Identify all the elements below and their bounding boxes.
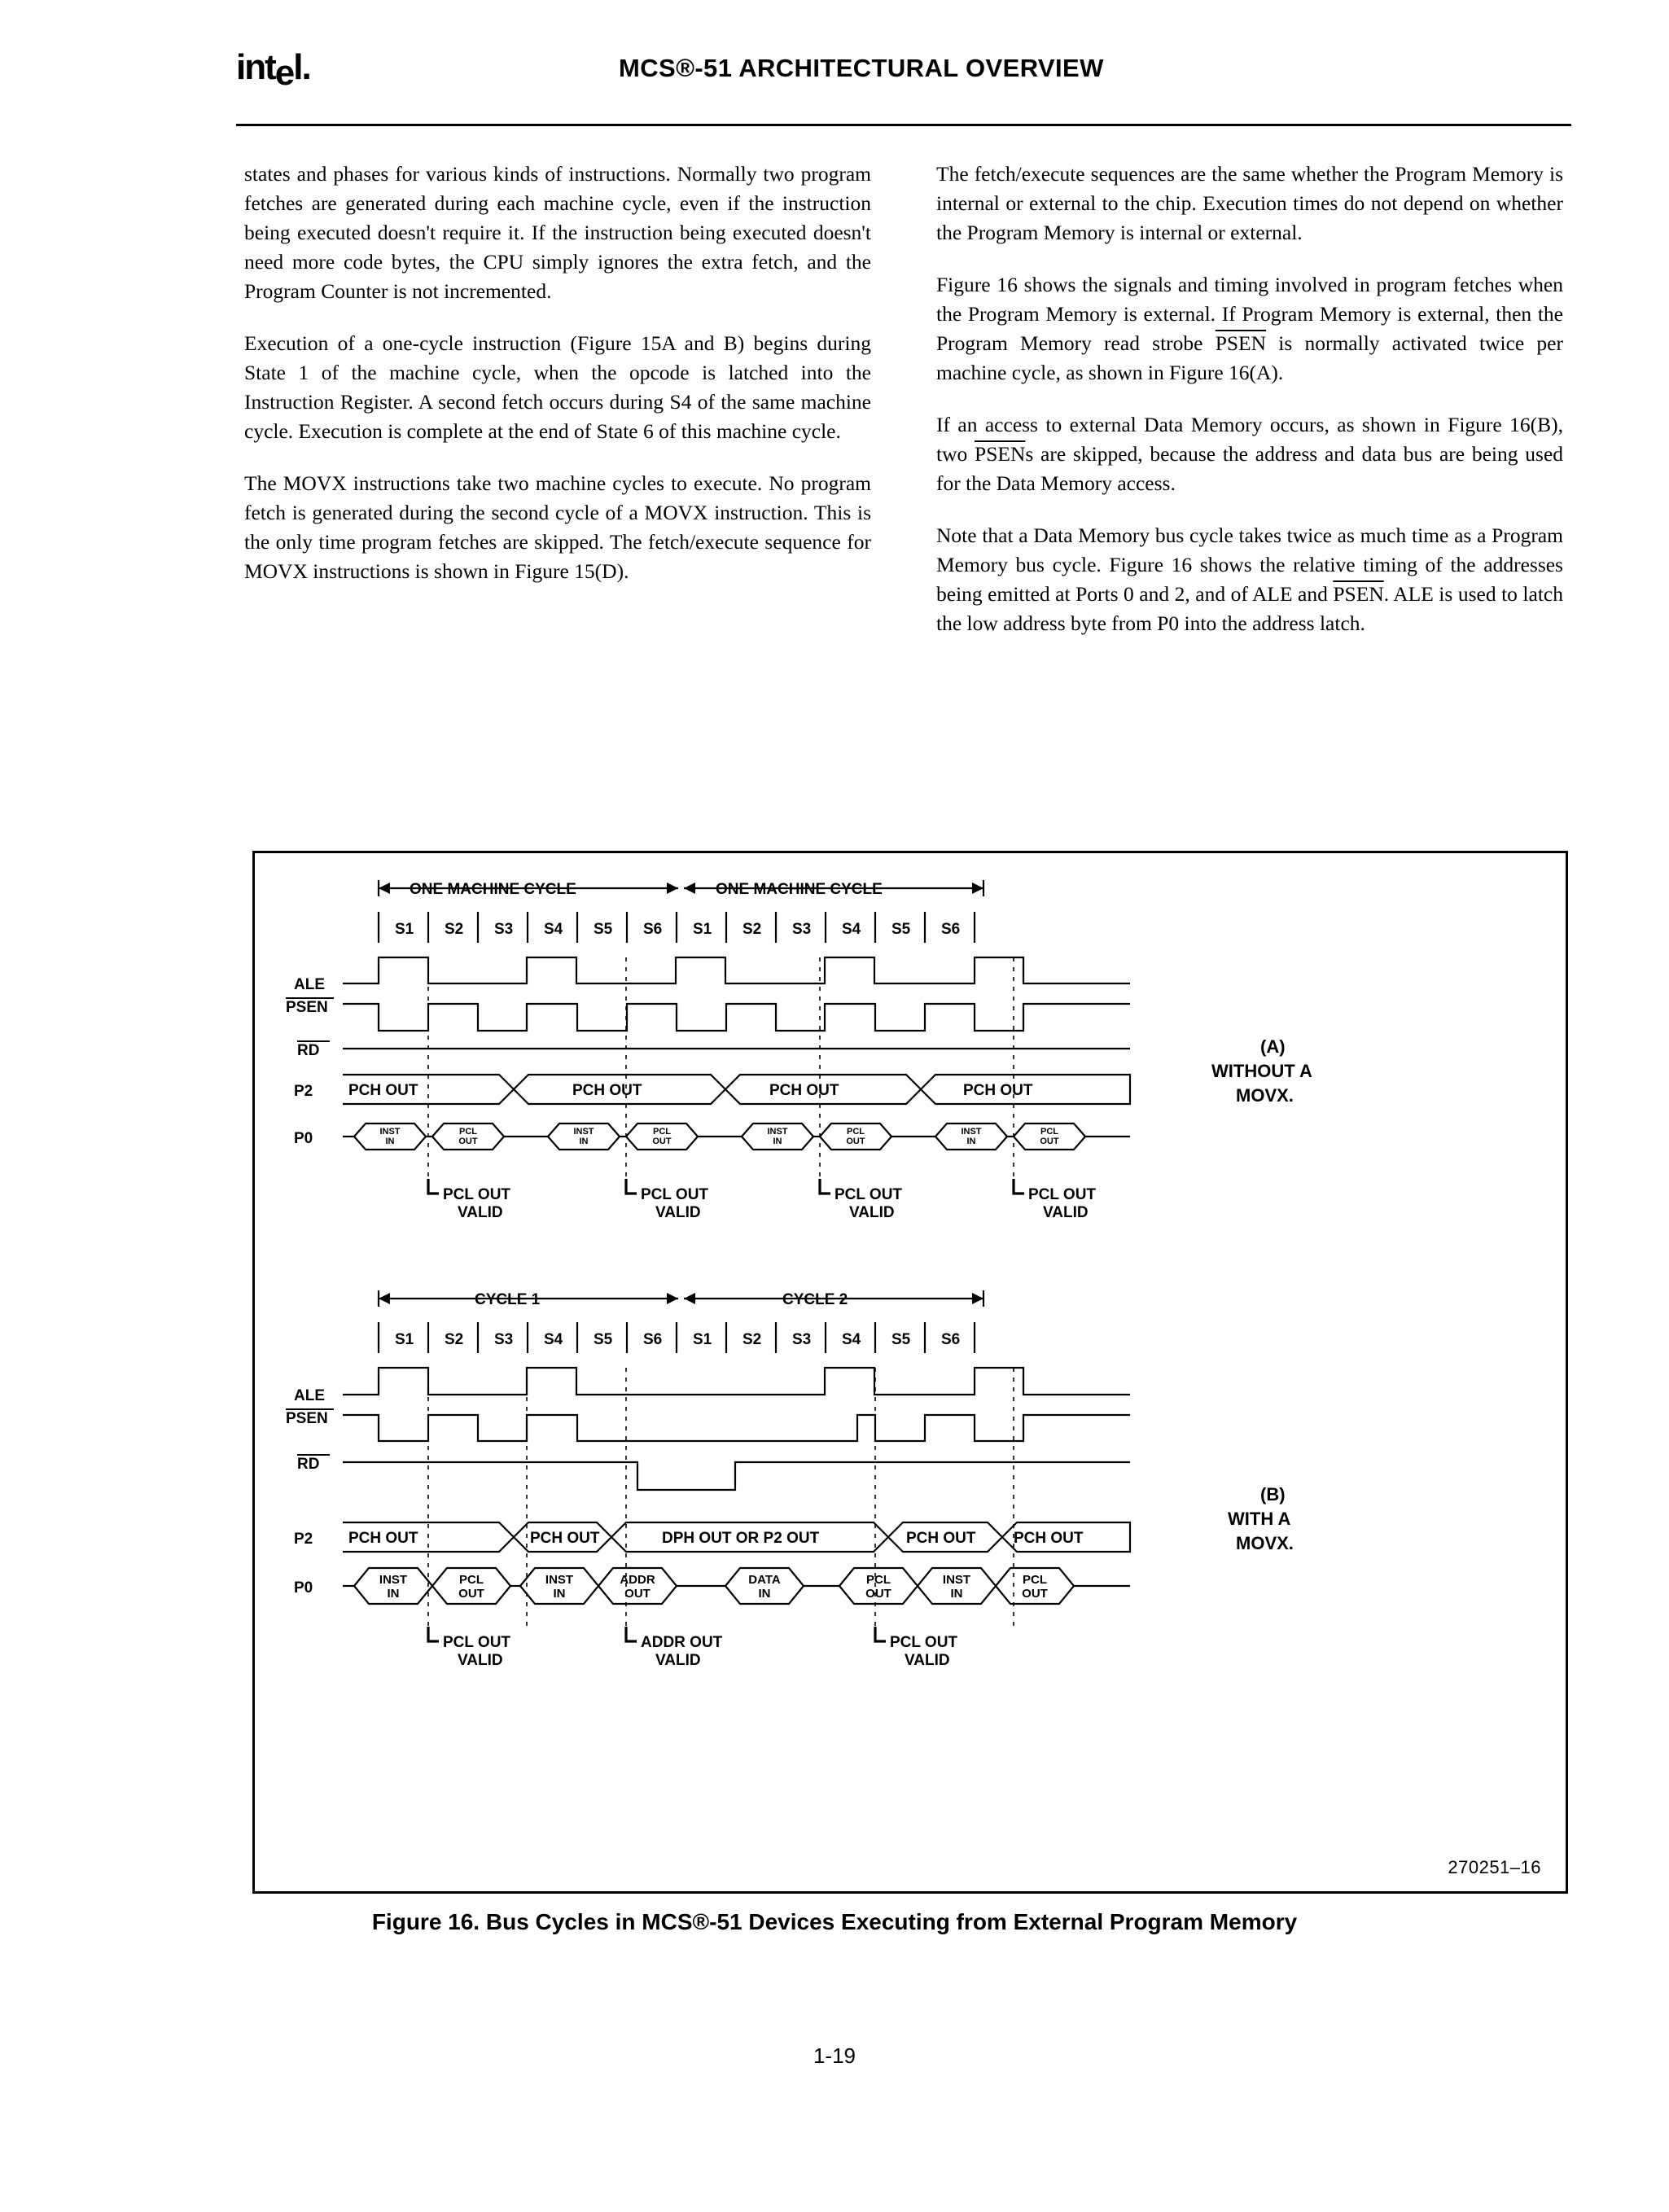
p2-value: DPH OUT OR P2 OUT <box>662 1530 820 1547</box>
state-label: S2 <box>743 1331 762 1348</box>
case-label-a: WITHOUT A <box>1211 1061 1312 1081</box>
annotation: VALID <box>655 1204 701 1221</box>
paragraph: Note that a Data Memory bus cycle takes twice as much time as a Program Memory bus cycle. Figure 16 shows the relative timing of the addresses being emitted at Ports 0 and 2, and of ALE and PSEN. ALE is used to latch the low address byte from P0 into the address latch. <box>936 523 1563 635</box>
p0-value: INST <box>767 1127 788 1137</box>
signal-label-psen: PSEN <box>286 1410 328 1427</box>
p2-value: PCH OUT <box>769 1082 839 1099</box>
signal-label-psen: PSEN <box>286 999 328 1016</box>
annotation: VALID <box>1043 1204 1089 1221</box>
annotation: VALID <box>458 1204 503 1221</box>
annotation: PCL OUT <box>1028 1186 1097 1203</box>
p0-value: OUT <box>652 1137 672 1146</box>
p2-value: PCH OUT <box>906 1530 976 1547</box>
case-label-a: (A) <box>1260 1036 1286 1057</box>
state-label: S5 <box>891 1331 911 1348</box>
annotation: VALID <box>655 1652 701 1669</box>
figure-doc-number: 270251–16 <box>1448 1857 1541 1877</box>
p0-value: IN <box>966 1137 976 1146</box>
state-label: S2 <box>445 921 464 938</box>
state-label: S4 <box>544 921 563 938</box>
annotation: VALID <box>849 1204 895 1221</box>
paragraph: The fetch/execute sequences are the same whether the Program Memory is internal or external to the chip. Execution times do not depend on whether the Program Memory is internal or external. <box>936 162 1563 244</box>
p0-value: OUT <box>1040 1137 1059 1146</box>
p0-value: OUT <box>1022 1587 1048 1601</box>
paragraph: states and phases for various kinds of instructions. Normally two program fetches are generated during each machine cycle, even if the instruction being executed doesn't require it. If the instruction being executed doesn't need more code bytes, the CPU simply ignores the extra fetch, and the Program Counter is not incremented. <box>244 162 871 303</box>
annotation: PCL OUT <box>443 1634 511 1651</box>
state-label: S3 <box>494 1331 514 1348</box>
annotation: VALID <box>458 1652 503 1669</box>
p2-value: PCH OUT <box>1014 1530 1084 1547</box>
p0-value: OUT <box>624 1587 651 1601</box>
signal-label-p2: P2 <box>294 1531 313 1548</box>
annotation: PCL OUT <box>641 1186 709 1203</box>
state-label: S3 <box>792 1331 812 1348</box>
state-label: S5 <box>594 921 613 938</box>
state-label: S1 <box>395 1331 414 1348</box>
annotation: PCL OUT <box>443 1186 511 1203</box>
paragraph: Execution of a one-cycle instruction (Figure 15A and B) begins during State 1 of the machine cycle, when the opcode is latched into the Instruction Register. A second fetch occurs during S4 of the same machine cycle. Execution is complete at the end of State 6 of this machine cycle. <box>244 331 871 443</box>
header-title: MCS®-51 ARCHITECTURAL OVERVIEW <box>619 54 1104 82</box>
signal-label-rd: RD <box>297 1042 320 1059</box>
state-label: S1 <box>693 921 712 938</box>
left-text-column <box>244 160 871 609</box>
paragraph: If an access to external Data Memory occurs, as shown in Figure 16(B), two PSENs are skipped, because the address and data bus are being used for the Data Memory access. <box>936 413 1564 495</box>
p2-value: PCH OUT <box>530 1530 600 1547</box>
case-label-b: MOVX. <box>1236 1533 1294 1553</box>
signal-label-ale: ALE <box>294 976 325 993</box>
p0-value: IN <box>950 1587 963 1601</box>
p0-value: PCL <box>653 1127 671 1137</box>
state-label: S4 <box>544 1331 563 1348</box>
p0-value: INST <box>573 1127 594 1137</box>
p0-value: INST <box>545 1573 574 1587</box>
p0-value: ADDR <box>620 1573 655 1587</box>
page-number: 1-19 <box>813 2043 856 2068</box>
annotation: ADDR OUT <box>641 1634 723 1651</box>
case-label-b: WITH A <box>1228 1509 1291 1529</box>
state-label: S6 <box>643 1331 663 1348</box>
paragraph: Figure 16 shows the signals and timing involved in program fetches when the Program Memory is external. If Program Memory is external, then the Program Memory read strobe PSEN is normally activated twice per machine cycle, as shown in Figure 16(A). <box>936 273 1563 384</box>
state-label: S5 <box>891 921 911 938</box>
p0-value: OUT <box>846 1137 865 1146</box>
page-header <box>236 39 1571 112</box>
case-label-b: (B) <box>1260 1484 1286 1505</box>
case-label-a: MOVX. <box>1236 1085 1294 1106</box>
p0-value: INST <box>942 1573 971 1587</box>
header-divider <box>236 124 1571 126</box>
cycle-label-b1: CYCLE 1 <box>475 1291 541 1308</box>
cycle-label-a2: ONE MACHINE CYCLE <box>716 881 883 898</box>
annotation: VALID <box>905 1652 950 1669</box>
state-label: S4 <box>842 1331 861 1348</box>
p2-value: PCH OUT <box>963 1082 1033 1099</box>
p0-value: PCL <box>1023 1573 1047 1587</box>
p2-value: PCH OUT <box>348 1082 418 1099</box>
figure-caption: Figure 16. Bus Cycles in MCS®-51 Devices Executing from External Program Memory <box>371 1909 1298 1934</box>
state-label: S1 <box>693 1331 712 1348</box>
state-label: S2 <box>743 921 762 938</box>
figure-16-box <box>252 851 1568 1894</box>
annotation: PCL OUT <box>890 1634 958 1651</box>
p0-value: IN <box>387 1587 400 1601</box>
right-text-column <box>936 160 1563 661</box>
state-label: S2 <box>445 1331 464 1348</box>
p0-value: INST <box>379 1127 401 1137</box>
p0-value: OUT <box>865 1587 891 1601</box>
state-label: S6 <box>941 1331 961 1348</box>
state-label: S4 <box>842 921 861 938</box>
p0-value: PCL <box>847 1127 865 1137</box>
signal-label-p2: P2 <box>294 1083 313 1100</box>
p0-value: IN <box>758 1587 771 1601</box>
state-label: S3 <box>792 921 812 938</box>
intel-logo: intel. <box>236 47 310 93</box>
state-label: S6 <box>643 921 663 938</box>
p0-value: INST <box>961 1127 982 1137</box>
signal-label-p0: P0 <box>294 1579 313 1597</box>
annotation: PCL OUT <box>834 1186 903 1203</box>
timing-diagram <box>255 853 1561 1886</box>
p0-value: PCL <box>459 1573 484 1587</box>
p0-value: OUT <box>458 1137 478 1146</box>
p0-value: INST <box>379 1573 408 1587</box>
signal-label-p0: P0 <box>294 1130 313 1147</box>
p0-value: IN <box>553 1587 566 1601</box>
p2-value: PCH OUT <box>348 1530 418 1547</box>
state-label: S5 <box>594 1331 613 1348</box>
p0-value: IN <box>579 1137 589 1146</box>
signal-label-ale: ALE <box>294 1387 325 1404</box>
cycle-label-b2: CYCLE 2 <box>782 1291 848 1308</box>
p0-value: OUT <box>458 1587 484 1601</box>
p0-value: PCL <box>459 1127 477 1137</box>
cycle-label-a1: ONE MACHINE CYCLE <box>410 881 576 898</box>
p0-value: PCL <box>866 1573 891 1587</box>
signal-label-rd: RD <box>297 1456 320 1473</box>
p0-value: IN <box>773 1137 782 1146</box>
p0-value: PCL <box>1040 1127 1058 1137</box>
state-label: S3 <box>494 921 514 938</box>
paragraph: The MOVX instructions take two machine cycles to execute. No program fetch is generated during the second cycle of a MOVX instruction. This is the only time program fetches are skipped. The fetch/execute sequence for MOVX instructions is shown in Figure 15(D). <box>244 471 871 583</box>
state-label: S1 <box>395 921 414 938</box>
p2-value: PCH OUT <box>572 1082 642 1099</box>
state-label: S6 <box>941 921 961 938</box>
p0-value: IN <box>385 1137 395 1146</box>
p0-value: DATA <box>748 1573 781 1587</box>
